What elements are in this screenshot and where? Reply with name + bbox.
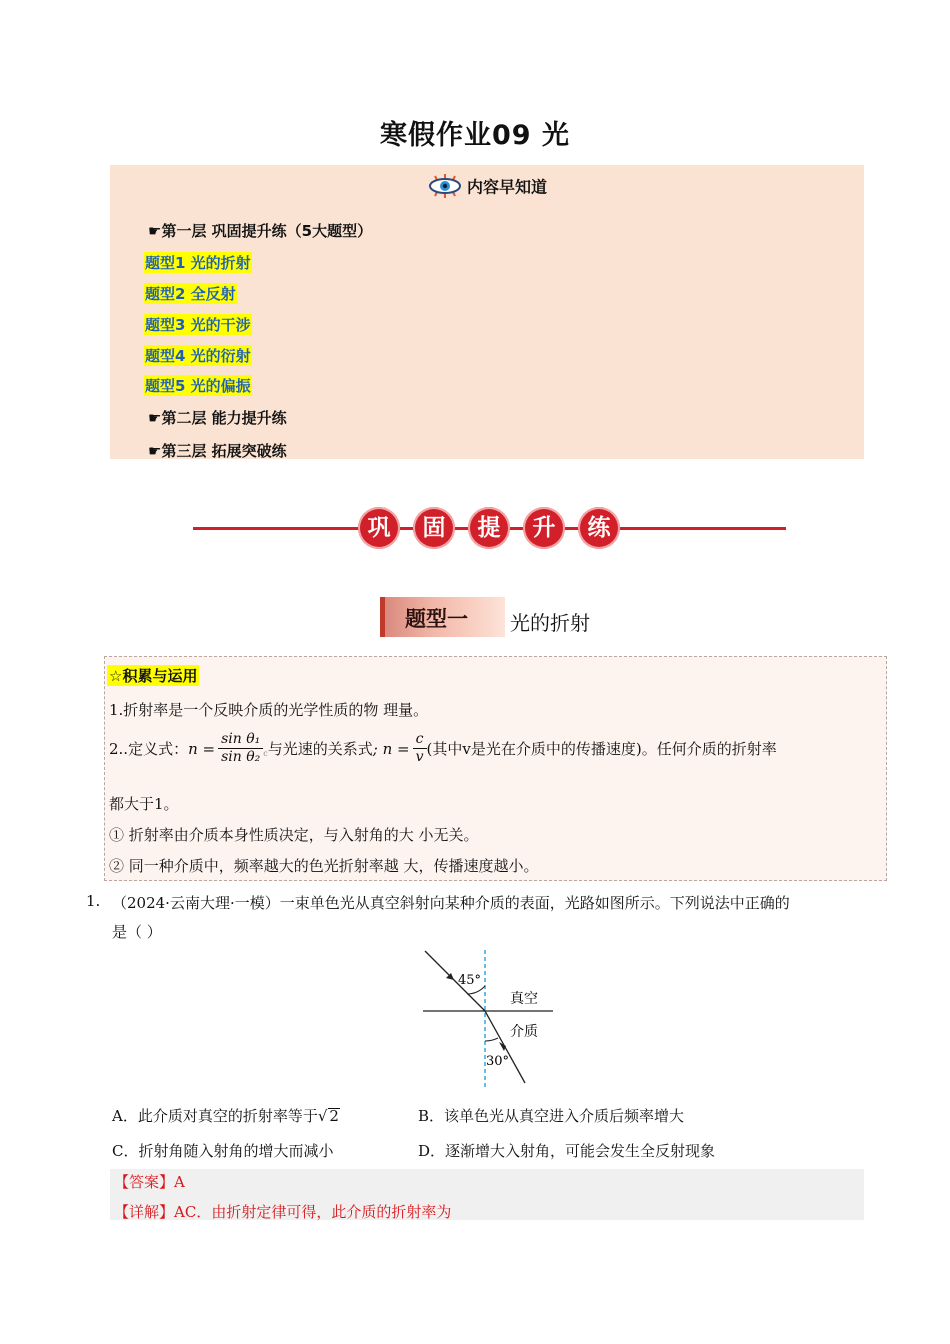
knowledge-line-2 (109, 731, 777, 766)
option-a-text: A．此介质对真空的折射率等于 (112, 1107, 318, 1125)
layer-2-link[interactable]: ☛第二层 能力提升练 (148, 409, 287, 427)
vacuum-label: 真空 (510, 991, 538, 1007)
option-d[interactable]: D．逐渐增大入射角，可能会发生全反射现象 (418, 1142, 716, 1160)
knowledge-line-3: 都大于1。 (109, 795, 179, 813)
banner-char-5: 练 (578, 507, 620, 549)
type-1-link[interactable]: 题型1 光的折射 (145, 254, 251, 272)
sqrt-icon: √ (317, 1107, 328, 1125)
option-a[interactable] (112, 1105, 340, 1126)
medium-label: 介质 (510, 1024, 538, 1040)
answer-box (110, 1169, 864, 1220)
type-3-link[interactable]: 题型3 光的干涉 (145, 316, 251, 334)
contents-header-text: 内容早知道 (466, 177, 547, 197)
detail-text: AC．由折射定律可得，此介质的折射率为 (174, 1203, 452, 1221)
knowledge-line-1: 1.折射率是一个反映介质的光学性质的物 理量。 (109, 701, 429, 719)
knowledge-line-5: ② 同一种介质中，频率越大的色光折射率越 大，传播速度越小。 (109, 857, 539, 875)
question-number: 1. (86, 892, 101, 910)
question-text-2: 是（ ） (112, 923, 162, 941)
n-equals: n = (188, 739, 216, 758)
speed-denominator: v (415, 749, 424, 765)
banner-line-right (622, 527, 786, 530)
option-c[interactable]: C．折射角随入射角的增大而减小 (112, 1142, 334, 1160)
type-2-link[interactable]: 题型2 全反射 (145, 285, 236, 303)
contents-header (110, 173, 864, 203)
refraction-diagram (418, 948, 578, 1090)
detail-line (114, 1201, 451, 1222)
answer-line (114, 1171, 185, 1192)
definition-mid: 与光速的关系式 (267, 740, 373, 758)
refraction-figure (418, 948, 578, 1090)
question-text-1: （2024·云南大理·一模）一束单色光从真空斜射向某种介质的表面，光路如图所示。下列说法中正确的 (112, 894, 790, 912)
angle-30-label: 30° (486, 1054, 510, 1069)
banner-line-left (193, 527, 357, 530)
speed-numerator: c (413, 731, 427, 749)
banner-char-3: 提 (468, 507, 510, 549)
section-badge (380, 597, 505, 637)
layer-1-link[interactable]: ☛第一层 巩固提升练（5大题型） (148, 222, 373, 240)
option-b[interactable]: B．该单色光从真空进入介质后频率增大 (418, 1107, 685, 1125)
eye-icon (427, 173, 463, 203)
sqrt-value: 2 (329, 1107, 339, 1125)
snell-denominator: sin θ₂ (221, 749, 261, 765)
knowledge-tag: ☆积累与运用 (109, 667, 198, 685)
speed-fraction (413, 731, 427, 766)
banner-char-1: 巩 (358, 507, 400, 549)
banner-char-4: 升 (523, 507, 565, 549)
layer-3-link[interactable]: ☛第三层 拓展突破练 (148, 442, 287, 460)
banner-char-2: 固 (413, 507, 455, 549)
knowledge-box (104, 656, 887, 881)
section-badge-text: 题型一 (405, 607, 468, 631)
type-4-link[interactable]: 题型4 光的衍射 (145, 347, 251, 365)
page-title: 寒假作业09 光 (380, 120, 570, 151)
answer-label: 【答案】 (114, 1173, 175, 1191)
n-equals-2: ; n = (372, 739, 410, 758)
definition-prefix: 2..定义式： (109, 740, 189, 758)
answer-value: A (174, 1173, 185, 1191)
definition-suffix: (其中v是光在介质中的传播速度)。任何介质的折射率 (426, 740, 777, 758)
contents-box (110, 165, 864, 459)
knowledge-line-4: ① 折射率由介质本身性质决定，与入射角的大 小无关。 (109, 826, 479, 844)
detail-label: 【详解】 (114, 1203, 175, 1221)
stray-c: c (263, 749, 268, 758)
section-title: 光的折射 (510, 611, 590, 635)
snell-numerator: sin θ₁ (218, 731, 263, 749)
snell-fraction (218, 731, 263, 766)
angle-45-label: 45° (458, 973, 482, 988)
type-5-link[interactable]: 题型5 光的偏振 (145, 377, 251, 395)
